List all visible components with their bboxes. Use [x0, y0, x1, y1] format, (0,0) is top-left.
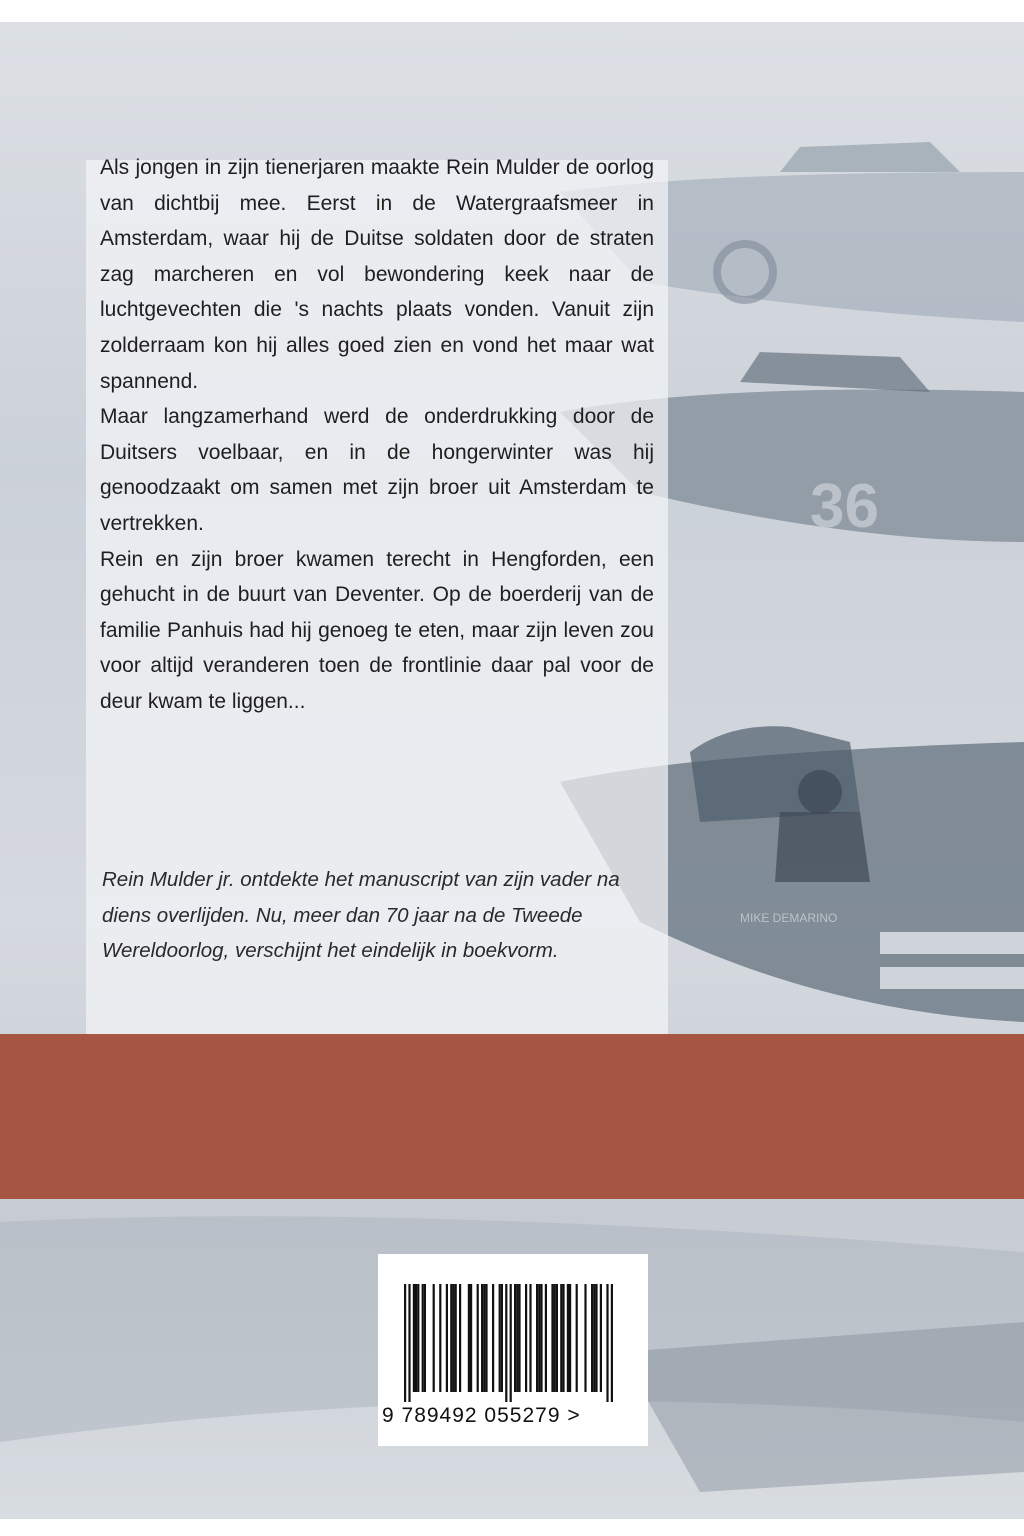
barcode-bar [569, 1284, 571, 1392]
barcode-bar [538, 1284, 540, 1392]
barcode-bar [417, 1284, 419, 1392]
barcode-bar [560, 1284, 562, 1392]
barcode-bar [593, 1284, 595, 1392]
barcode-bar [452, 1284, 454, 1392]
blurb-paragraph: Als jongen in zijn tienerjaren maakte Rein Mulder de oorlog van dichtbij mee. Eerst in de Watergraafsmeer in Amsterdam, waar hij de Duitse soldaten door de straten zag marcheren en vol bewondering keek naar de luchtgevechten die 's nachts plaats vonden. Vanuit zijn zolderraam kon hij alles goed zien en vond het maar wat spannend. [100, 156, 654, 393]
barcode-bar [595, 1284, 597, 1392]
barcode-bar [611, 1284, 613, 1402]
barcode-bar [408, 1284, 410, 1402]
barcode-bar [545, 1284, 547, 1392]
blurb-paragraph: Rein en zijn broer kwamen terecht in Hengforden, een gehucht in de buurt van Deventer. Op de boerderij van de familie Panhuis had hij genoeg te eten, maar zijn leven zou voor altijd veranderen toen de frontlinie daar pal voor de deur kwam te liggen... [100, 547, 654, 713]
barcode-bar [510, 1284, 512, 1402]
blurb-text [100, 150, 654, 720]
barcode-bar [422, 1284, 424, 1392]
barcode-bar [551, 1284, 553, 1392]
author-note: Rein Mulder jr. ontdekte het manuscript van zijn vader na diens overlijden. Nu, meer dan 70 jaar na de Tweede Wereldoorlog, verschijnt het eindelijk in boekvorm. [102, 868, 620, 962]
barcode-bar [505, 1284, 507, 1402]
barcode-bar [483, 1284, 485, 1392]
barcode-bar [591, 1284, 593, 1392]
isbn-number: 9 789492 055279 > [382, 1404, 581, 1427]
barcode-bar [529, 1284, 531, 1392]
blurb-paragraph: Maar langzamerhand werd de onderdrukking door de Duitsers voelbaar, en in de hongerwinter was hij genoodzaakt om samen met zijn broer uit Amsterdam te vertrekken. [100, 405, 654, 535]
barcode-bar [584, 1284, 586, 1392]
barcode-bar [567, 1284, 569, 1392]
barcode-bar [413, 1284, 415, 1392]
barcode-bar [439, 1284, 441, 1392]
barcode-bar [576, 1284, 578, 1392]
barcode-bar [470, 1284, 472, 1392]
aircraft-number-36: 36 [810, 472, 879, 541]
barcode-bar [481, 1284, 483, 1392]
barcode-bar [477, 1284, 479, 1392]
barcode-bar [455, 1284, 457, 1392]
barcode-bar [415, 1284, 417, 1392]
barcode-bar [404, 1284, 406, 1402]
barcode-bar [606, 1284, 608, 1402]
barcode-bar [459, 1284, 461, 1392]
barcode-bar [501, 1284, 503, 1392]
barcode-bar [433, 1284, 435, 1392]
color-band [0, 1034, 1024, 1199]
barcode-bar [554, 1284, 556, 1392]
barcode-bar [540, 1284, 542, 1392]
barcode-bar [556, 1284, 558, 1392]
barcode-bar [492, 1284, 494, 1392]
barcode-bar [514, 1284, 516, 1392]
barcode-bar [600, 1284, 602, 1392]
barcode-bar [562, 1284, 564, 1392]
barcode-bar [468, 1284, 470, 1392]
barcode-bar [450, 1284, 452, 1392]
isbn-barcode [378, 1254, 648, 1446]
barcode-bar [536, 1284, 538, 1392]
barcode-bar [499, 1284, 501, 1392]
pilot-name-text: MIKE DEMARINO [740, 911, 838, 925]
barcode-bar [516, 1284, 518, 1392]
barcode-bars [404, 1284, 622, 1402]
barcode-bar [485, 1284, 487, 1392]
barcode-bar [518, 1284, 520, 1392]
barcode-bar [424, 1284, 426, 1392]
barcode-bar [446, 1284, 448, 1392]
barcode-bar [525, 1284, 527, 1392]
